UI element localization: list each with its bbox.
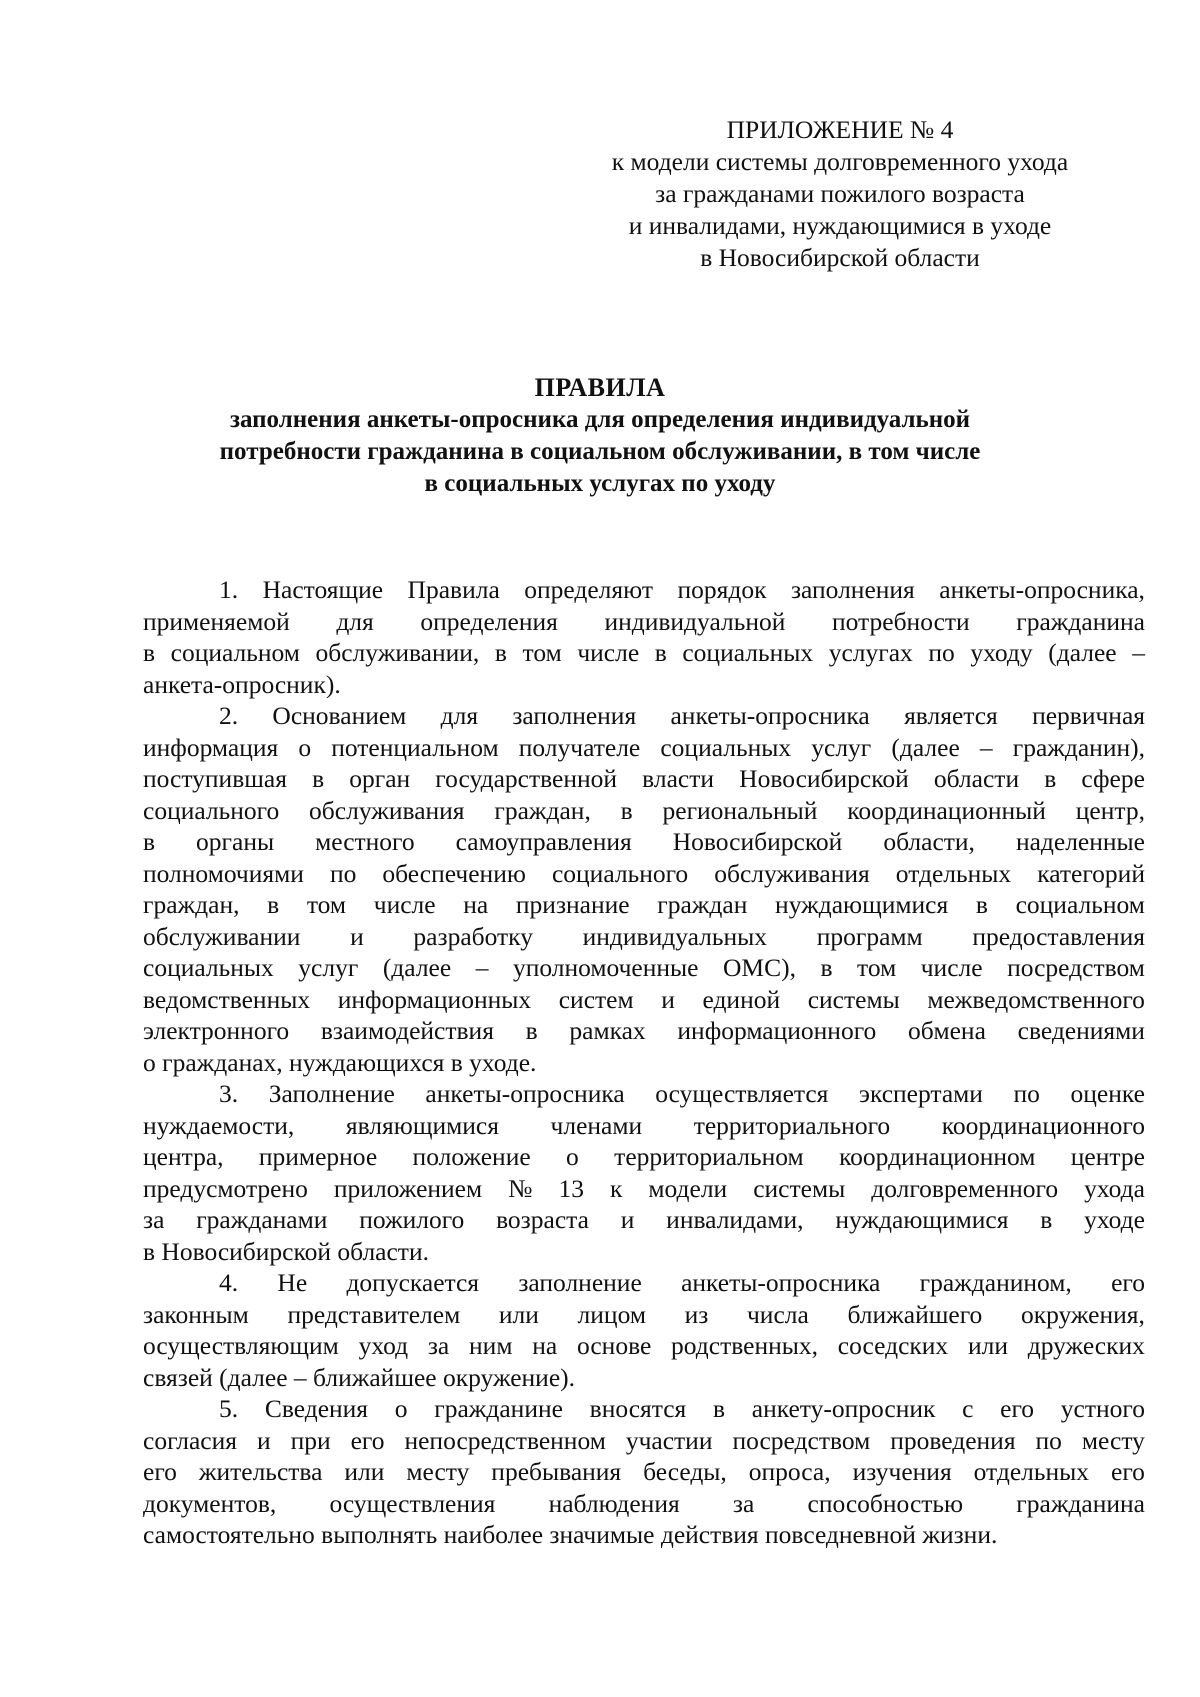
word: Правила — [407, 575, 500, 604]
paragraph-line — [143, 1173, 1145, 1205]
word: для — [336, 606, 374, 636]
word: предусмотрено — [143, 1173, 308, 1203]
word: взаимодействия — [320, 1016, 494, 1045]
word: согласия — [143, 1425, 237, 1455]
word: в — [525, 1016, 538, 1045]
word: анкету-опросник — [751, 1394, 936, 1423]
word: Новосибирской — [739, 764, 909, 793]
word: 1. — [219, 575, 239, 604]
word: категорий — [1037, 858, 1145, 888]
word: за — [427, 1331, 450, 1360]
word: Сведения — [264, 1394, 369, 1423]
word: координационный — [847, 795, 1046, 825]
paragraph-line — [143, 574, 1145, 606]
paragraph-3 — [143, 1078, 1145, 1267]
word: центр, — [1075, 795, 1145, 825]
word: родственных, — [671, 1331, 819, 1360]
word: допускается — [346, 1268, 480, 1297]
word: числе — [373, 890, 436, 919]
word: для — [440, 701, 479, 730]
paragraph-line — [143, 1425, 1145, 1457]
word: долговременного — [871, 1173, 1059, 1203]
word: информационного — [677, 1016, 877, 1045]
word: отдельных — [895, 858, 1012, 888]
word: заполнения — [512, 701, 637, 730]
word: положение — [412, 1142, 531, 1171]
word: координационном — [839, 1142, 1036, 1171]
word: граждан, — [494, 795, 591, 825]
word: осуществляется — [655, 1079, 829, 1108]
word: за — [732, 1488, 755, 1518]
word: в — [1040, 1205, 1053, 1234]
word: изучения — [852, 1457, 952, 1486]
word: систем — [558, 984, 634, 1014]
word: участии — [625, 1425, 713, 1455]
word: социального — [143, 795, 280, 825]
word: уход — [358, 1331, 409, 1360]
paragraph-line — [143, 1330, 1145, 1362]
word: том — [306, 890, 347, 919]
appendix-line: в Новосибирской области — [700, 243, 980, 272]
word: месту — [1081, 1425, 1145, 1455]
word: первичная — [1032, 701, 1145, 730]
word: примерное — [258, 1142, 378, 1171]
word: нуждающимися — [775, 890, 949, 919]
word: и — [661, 984, 675, 1014]
word: оценке — [1070, 1079, 1145, 1108]
word: инвалидами, — [666, 1205, 804, 1234]
paragraph-line — [143, 637, 1145, 669]
word: или — [498, 1299, 539, 1329]
paragraph-line — [143, 952, 1145, 984]
word: при — [290, 1425, 331, 1455]
word: документов, — [143, 1488, 277, 1518]
document-body — [143, 574, 1145, 1551]
word: на — [463, 890, 489, 919]
word: гражданин), — [1012, 732, 1145, 762]
word: самоуправления — [455, 827, 632, 856]
paragraph-line: о гражданах, нуждающихся в уходе. — [143, 1047, 537, 1077]
paragraph-line — [143, 984, 1145, 1016]
word: о — [566, 1142, 579, 1171]
paragraph-line: в Новосибирской области. — [143, 1236, 429, 1266]
word: центра, — [143, 1142, 224, 1171]
word: Основанием — [272, 701, 407, 730]
word: 13 — [558, 1173, 584, 1203]
word: гражданами — [196, 1205, 328, 1234]
word: заполнение — [518, 1268, 642, 1297]
word: пребывания — [491, 1457, 622, 1486]
word: о — [394, 1394, 408, 1423]
word: наблюдения — [548, 1488, 680, 1518]
word: по — [1035, 1425, 1062, 1455]
paragraph-line: связей (далее – ближайшее окружение). — [143, 1362, 576, 1392]
word: основе — [576, 1331, 652, 1360]
word: признание — [515, 890, 630, 919]
paragraph-line — [143, 1393, 1145, 1425]
word: местного — [315, 827, 415, 856]
word: информация — [143, 732, 279, 762]
word: в — [654, 638, 667, 667]
word: области — [933, 764, 1020, 793]
word: ухода — [1084, 1173, 1145, 1203]
word: его — [1111, 1457, 1145, 1486]
word: отдельных — [973, 1457, 1090, 1486]
word: является — [904, 701, 998, 730]
word: в — [494, 638, 507, 667]
paragraph-line — [143, 1141, 1145, 1173]
word: ОМС), — [723, 953, 796, 982]
word: законным — [143, 1299, 249, 1329]
paragraph-line — [143, 1204, 1145, 1236]
word: поступившая — [143, 764, 287, 793]
word: ним — [469, 1331, 513, 1360]
word: уходе — [1084, 1205, 1145, 1234]
paragraph-line — [143, 795, 1145, 827]
word: 4. — [219, 1268, 239, 1297]
word: беседы, — [643, 1457, 727, 1486]
title-line: заполнения анкеты-опросника для определения индивидуальной — [229, 406, 971, 433]
word: – — [475, 953, 489, 982]
paragraph-line — [143, 1110, 1145, 1142]
word: в — [267, 890, 280, 919]
paragraph-line — [143, 1299, 1145, 1331]
word: власти — [642, 764, 715, 793]
paragraph-2 — [143, 700, 1145, 1078]
paragraph-line: анкета-опросник). — [143, 669, 341, 699]
word: приложением — [333, 1173, 483, 1203]
word: ведомственных — [143, 984, 311, 1014]
word: его — [350, 1425, 385, 1455]
word: Не — [277, 1268, 308, 1297]
word: дружеских — [1027, 1331, 1145, 1360]
word: определяют — [524, 575, 653, 604]
word: орган — [349, 764, 411, 793]
word: являющимися — [345, 1110, 499, 1140]
word: его — [1000, 1394, 1035, 1423]
word: и — [620, 1205, 635, 1234]
paragraph-line — [143, 826, 1145, 858]
word: на — [532, 1331, 558, 1360]
word: за — [143, 1205, 165, 1234]
word: государственной — [435, 764, 618, 793]
word: гражданина — [1016, 606, 1145, 636]
word: нуждаемости, — [143, 1110, 295, 1140]
word: разработку — [413, 921, 533, 951]
word: применяемой — [143, 606, 290, 636]
title-line: в социальных услугах по уходу — [424, 470, 776, 497]
word: в — [713, 1394, 726, 1423]
word: единой — [702, 984, 781, 1014]
word: № — [508, 1173, 533, 1203]
word: представителем — [287, 1299, 461, 1329]
word: полномочиями — [143, 858, 304, 888]
word: предоставления — [972, 921, 1145, 951]
word: осуществляющим — [143, 1331, 339, 1360]
word: граждан, — [143, 890, 240, 919]
word: координационного — [941, 1110, 1145, 1140]
word: модели — [648, 1173, 728, 1203]
word: области, — [883, 827, 975, 856]
paragraph-1 — [143, 574, 1145, 700]
word: анкеты-опросника, — [939, 575, 1145, 604]
word: по — [1013, 1079, 1040, 1108]
word: числа — [746, 1299, 809, 1329]
word: жительства — [198, 1457, 323, 1486]
word: в — [620, 795, 633, 825]
word: опроса, — [748, 1457, 831, 1486]
appendix-line: за гражданами пожилого возраста — [655, 179, 1025, 208]
word: осуществления — [329, 1488, 496, 1518]
paragraph-line — [143, 606, 1145, 638]
word: социальных — [143, 953, 274, 982]
word: в — [143, 827, 156, 856]
word: уполномоченные — [512, 953, 699, 982]
word: потребности — [831, 606, 970, 636]
word: социальных — [660, 732, 792, 762]
word: 2. — [219, 701, 239, 730]
word: с — [962, 1394, 974, 1423]
word: межведомственного — [927, 984, 1145, 1014]
word: уходу — [970, 638, 1033, 667]
word: его — [143, 1457, 177, 1486]
word: обслуживания — [714, 858, 870, 888]
word: (далее — [382, 953, 452, 982]
word: способностью — [807, 1488, 964, 1518]
paragraph-5 — [143, 1393, 1145, 1551]
word: вносятся — [589, 1394, 687, 1423]
word: проведения — [890, 1425, 1016, 1455]
appendix-line: и инвалидами, нуждающимися в уходе — [628, 211, 1052, 240]
word: – — [1132, 638, 1145, 667]
word: 3. — [219, 1079, 239, 1108]
word: анкеты-опросника — [670, 701, 870, 730]
paragraph-4 — [143, 1267, 1145, 1393]
word: в — [1044, 764, 1057, 793]
word: обслуживания — [309, 795, 465, 825]
word: экспертами — [859, 1079, 983, 1108]
word: 5. — [219, 1394, 239, 1423]
word: центре — [1070, 1142, 1145, 1171]
word: услуг — [298, 953, 359, 982]
appendix-line: ПРИЛОЖЕНИЕ № 4 — [726, 115, 954, 144]
word: получателе — [518, 732, 641, 762]
paragraph-line — [143, 763, 1145, 795]
word: ближайшего — [847, 1299, 983, 1329]
word: обслуживании, — [315, 638, 480, 667]
word: социальных — [682, 638, 814, 667]
word: органы — [196, 827, 275, 856]
word: электронного — [143, 1016, 290, 1045]
word: системы — [753, 1173, 846, 1203]
word: нуждающимися — [835, 1205, 1009, 1234]
word: посредством — [1007, 953, 1145, 982]
word: обслуживании — [143, 921, 301, 951]
word: том — [522, 638, 562, 667]
word: возраста — [496, 1205, 589, 1234]
title-heading: ПРАВИЛА — [534, 373, 666, 402]
word: региональный — [662, 795, 818, 825]
word: индивидуальной — [604, 606, 786, 636]
appendix-line: к модели системы долговременного ухода — [611, 147, 1069, 176]
word: устного — [1060, 1394, 1145, 1423]
word: рамках — [569, 1016, 646, 1045]
word: (далее — [891, 732, 960, 762]
word: окружения, — [1020, 1299, 1145, 1329]
word: услугах — [828, 638, 913, 667]
word: к — [609, 1173, 623, 1203]
word: гражданине — [434, 1394, 563, 1423]
word: потенциальном — [331, 732, 499, 762]
word: посредством — [732, 1425, 871, 1455]
word: – — [979, 732, 993, 762]
word: обмена — [908, 1016, 986, 1045]
word: территориальном — [614, 1142, 804, 1171]
word: или — [344, 1457, 385, 1486]
word: соседских — [837, 1331, 949, 1360]
word: (далее — [1048, 638, 1117, 667]
word: заполнения — [790, 575, 915, 604]
word: в — [312, 764, 325, 793]
word: и — [350, 921, 364, 951]
word: порядок — [677, 575, 767, 604]
word: сфере — [1081, 764, 1145, 793]
word: и — [256, 1425, 271, 1455]
word: информационных — [337, 984, 532, 1014]
paragraph-line — [143, 732, 1145, 764]
paragraph-line — [143, 858, 1145, 890]
word: программ — [816, 921, 923, 951]
word: гражданином, — [919, 1268, 1072, 1297]
word: социальном — [1015, 890, 1145, 919]
paragraph-line — [143, 921, 1145, 953]
word: числе — [577, 638, 640, 667]
word: граждан — [657, 890, 748, 919]
word: числе — [920, 953, 983, 982]
word: анкеты-опросника — [681, 1268, 881, 1297]
document-title — [160, 372, 1040, 500]
appendix-header — [560, 114, 1120, 274]
word: сведениями — [1017, 1016, 1145, 1045]
paragraph-line — [143, 700, 1145, 732]
word: территориального — [693, 1110, 891, 1140]
paragraph-line — [143, 1488, 1145, 1520]
word: социальном — [170, 638, 300, 667]
word: обеспечению — [382, 858, 526, 888]
word: том — [857, 953, 897, 982]
word: услуг — [811, 732, 872, 762]
word: из — [684, 1299, 709, 1329]
title-line: потребности гражданина в социальном обслуживании, в том числе — [219, 438, 981, 465]
word: определения — [420, 606, 558, 636]
word: лицом — [577, 1299, 646, 1329]
paragraph-line — [143, 1078, 1145, 1110]
word: наделенные — [1015, 827, 1145, 856]
paragraph-line — [143, 1456, 1145, 1488]
paragraph-line: самостоятельно выполнять наиболее значимые действия повседневной жизни. — [143, 1520, 998, 1549]
word: социального — [551, 858, 689, 888]
word: Новосибирской — [672, 827, 843, 856]
word: месту — [406, 1457, 470, 1486]
word: индивидуальных — [582, 921, 768, 951]
word: пожилого — [359, 1205, 465, 1234]
word: Настоящие — [262, 575, 384, 604]
word: по — [928, 638, 955, 667]
word: анкеты-опросника — [425, 1079, 625, 1108]
word: Заполнение — [268, 1079, 395, 1108]
word: членами — [550, 1110, 643, 1140]
paragraph-line — [143, 1267, 1145, 1299]
word: в — [975, 890, 988, 919]
word: непосредственном — [404, 1425, 606, 1455]
word: в — [820, 953, 833, 982]
word: системы — [807, 984, 900, 1014]
word: по — [329, 858, 357, 888]
word: о — [298, 732, 312, 762]
word: в — [143, 638, 156, 667]
word: гражданина — [1016, 1488, 1145, 1518]
word: или — [967, 1331, 1008, 1360]
word: его — [1111, 1268, 1145, 1297]
paragraph-line — [143, 889, 1145, 921]
paragraph-line — [143, 1015, 1145, 1047]
